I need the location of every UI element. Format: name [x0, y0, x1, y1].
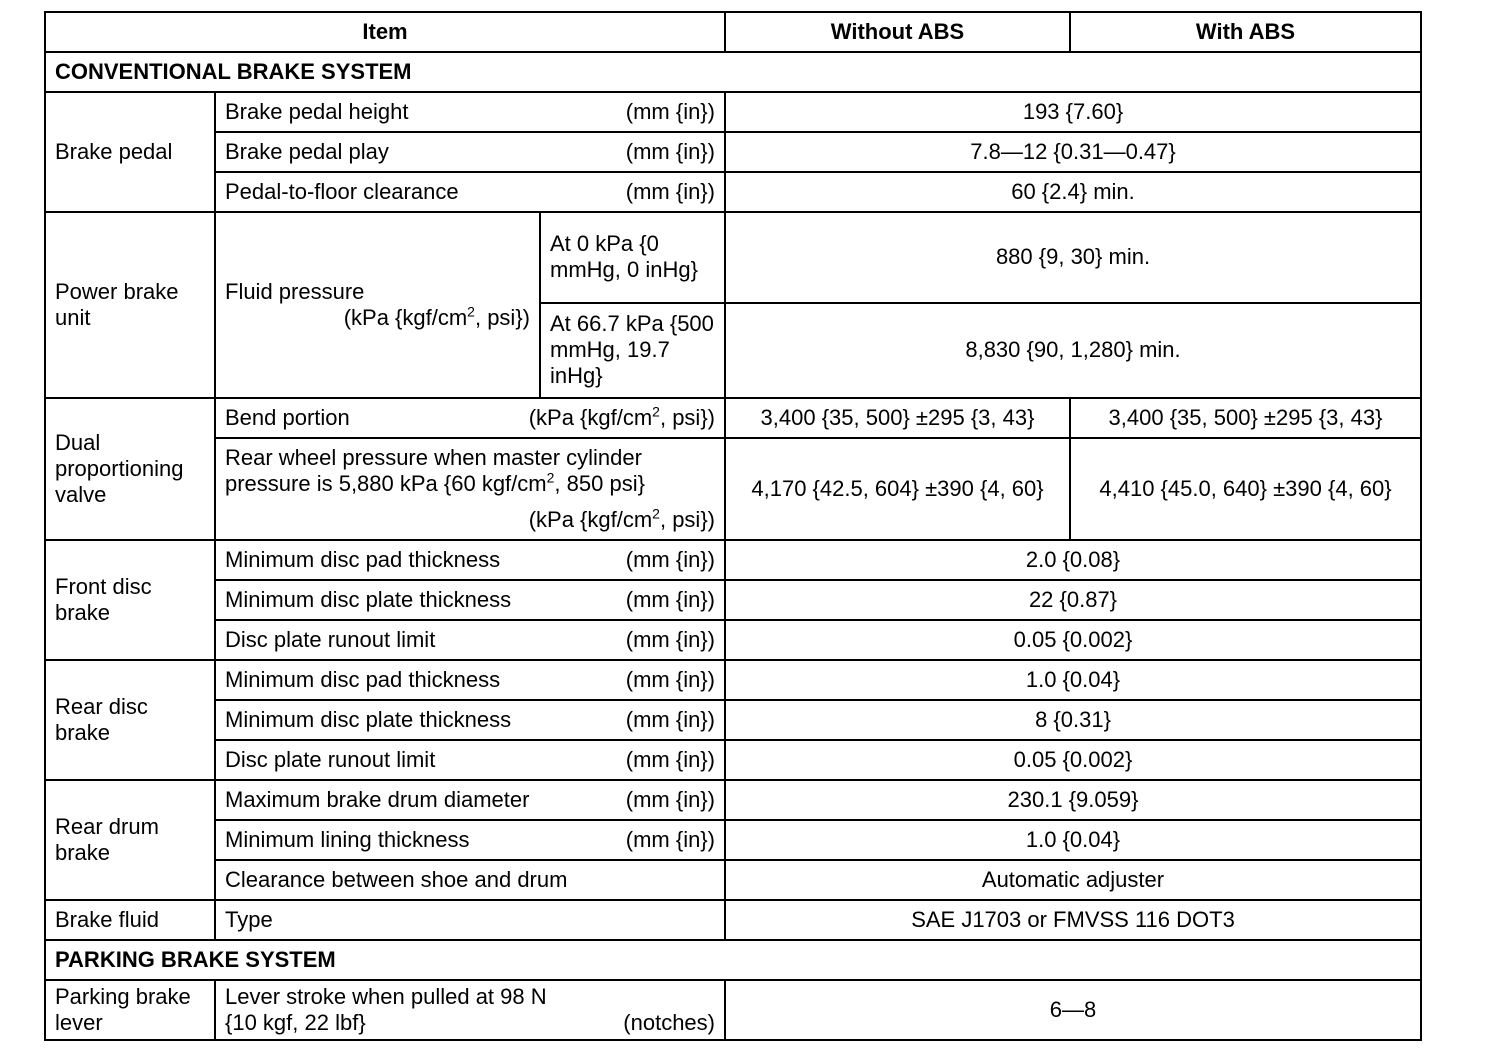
group-parking-brake-lever: Parking brake lever — [45, 980, 215, 1040]
table-row — [45, 780, 1421, 820]
table-row — [45, 980, 1421, 1040]
unit-label: (kPa {$kgf/cm^2$, psi}) — [528, 505, 715, 532]
item-label: Minimum lining thickness — [225, 827, 470, 852]
unit-label: (kPa {$kgf/cm^2$, psi}) — [528, 403, 715, 430]
unit-label: (notches) — [623, 1010, 715, 1035]
item-label: Type — [225, 907, 273, 932]
table-row — [45, 660, 1421, 700]
table-row — [45, 900, 1421, 940]
table-row — [45, 860, 1421, 900]
item-label: Pedal-to-floor clearance — [225, 179, 459, 204]
item-label: Bend portion — [225, 405, 350, 430]
table-row — [45, 580, 1421, 620]
item-label: Maximum brake drum diameter — [225, 787, 530, 812]
item-cell — [215, 398, 725, 438]
item-cell — [215, 780, 725, 820]
item-cell — [215, 740, 725, 780]
item-label: Rear wheel pressure when master cylinder pressure is 5,880 kPa {60 kgf/$cm^2$, 850 psi} — [225, 445, 645, 496]
unit-label: (mm {in}) — [625, 139, 715, 164]
item-cell — [215, 438, 725, 540]
item-label: Lever stroke when pulled at 98 N — [225, 984, 547, 1009]
group-brake-pedal: Brake pedal — [45, 92, 215, 212]
table-row — [45, 172, 1421, 212]
unit-label: (mm {in}) — [625, 667, 715, 692]
unit-label: (kPa {$kgf/cm^2$, psi}) — [343, 303, 530, 330]
spec-value: Automatic adjuster — [725, 860, 1421, 900]
item-cell — [215, 900, 725, 940]
table-row — [45, 540, 1421, 580]
section-conventional-brake-system: CONVENTIONAL BRAKE SYSTEM — [45, 52, 1421, 92]
item-label: Minimum disc pad thickness — [225, 667, 501, 692]
item-cell — [215, 660, 725, 700]
item-cell — [215, 860, 725, 900]
table-row — [45, 438, 1421, 540]
spec-value: 1.0 {0.04} — [725, 660, 1421, 700]
item-cell — [215, 620, 725, 660]
spec-value: 8,830 {90, 1,280} min. — [725, 303, 1421, 398]
spec-value: 1.0 {0.04} — [725, 820, 1421, 860]
item-label: Minimum disc plate thickness — [225, 707, 512, 732]
header-item: Item — [45, 12, 725, 52]
spec-value: 230.1 {9.059} — [725, 780, 1421, 820]
item-label: Brake pedal height — [225, 99, 409, 124]
group-dual-proportioning-valve: Dual proportioning valve — [45, 398, 215, 540]
spec-value: 0.05 {0.002} — [725, 740, 1421, 780]
unit-label: (mm {in}) — [625, 587, 715, 612]
item-cell — [215, 132, 725, 172]
group-power-brake-unit: Power brake unit — [45, 212, 215, 398]
condition-cell: At 66.7 kPa {500 mmHg, 19.7 inHg} — [540, 303, 725, 398]
group-brake-fluid: Brake fluid — [45, 900, 215, 940]
item-cell — [215, 820, 725, 860]
table-row — [45, 92, 1421, 132]
unit-label: (mm {in}) — [625, 179, 715, 204]
table-row — [45, 212, 1421, 303]
item-label-line2: {10 kgf, 22 lbf} (notches) — [225, 1010, 715, 1035]
spec-value: 6—8 — [725, 980, 1421, 1040]
spec-value: 22 {0.87} — [725, 580, 1421, 620]
spec-value-with-abs: 4,410 {45.0, 640} ±390 {4, 60} — [1070, 438, 1421, 540]
table-row — [45, 740, 1421, 780]
spec-value-without-abs: 3,400 {35, 500} ±295 {3, 43} — [725, 398, 1070, 438]
item-label: Disc plate runout limit — [225, 747, 436, 772]
group-rear-disc-brake: Rear disc brake — [45, 660, 215, 780]
header-with-abs: With ABS — [1070, 12, 1421, 52]
item-label: Disc plate runout limit — [225, 627, 436, 652]
group-front-disc-brake: Front disc brake — [45, 540, 215, 660]
table-row — [45, 132, 1421, 172]
item-cell — [215, 172, 725, 212]
item-cell — [215, 580, 725, 620]
unit-label: (mm {in}) — [625, 99, 715, 124]
item-cell — [215, 700, 725, 740]
spec-value: 7.8—12 {0.31—0.47} — [725, 132, 1421, 172]
item-cell — [215, 92, 725, 132]
header-without-abs: Without ABS — [725, 12, 1070, 52]
section-parking-brake-system: PARKING BRAKE SYSTEM — [45, 940, 1421, 980]
item-cell — [215, 980, 725, 1040]
item-label: Minimum disc plate thickness — [225, 587, 512, 612]
unit-label: (mm {in}) — [625, 547, 715, 572]
spec-value: 193 {7.60} — [725, 92, 1421, 132]
spec-value: 0.05 {0.002} — [725, 620, 1421, 660]
item-label: Fluid pressure — [225, 279, 365, 304]
unit-label: (mm {in}) — [625, 707, 715, 732]
group-rear-drum-brake: Rear drum brake — [45, 780, 215, 900]
table-row — [45, 620, 1421, 660]
item-cell — [215, 212, 540, 398]
item-label: Brake pedal play — [225, 139, 389, 164]
item-label: Clearance between shoe and drum — [225, 867, 568, 892]
brake-spec-table — [44, 11, 1422, 1041]
item-cell — [215, 540, 725, 580]
spec-value: 60 {2.4} min. — [725, 172, 1421, 212]
unit-label: (mm {in}) — [625, 787, 715, 812]
spec-value-with-abs: 3,400 {35, 500} ±295 {3, 43} — [1070, 398, 1421, 438]
spec-value-without-abs: 4,170 {42.5, 604} ±390 {4, 60} — [725, 438, 1070, 540]
unit-label: (mm {in}) — [625, 627, 715, 652]
table-row — [45, 700, 1421, 740]
unit-label: (mm {in}) — [625, 747, 715, 772]
spec-value: 880 {9, 30} min. — [725, 212, 1421, 303]
table-row — [45, 820, 1421, 860]
unit-label: (mm {in}) — [625, 827, 715, 852]
spec-value: 2.0 {0.08} — [725, 540, 1421, 580]
spec-value: 8 {0.31} — [725, 700, 1421, 740]
spec-value: SAE J1703 or FMVSS 116 DOT3 — [725, 900, 1421, 940]
item-label: Minimum disc pad thickness — [225, 547, 501, 572]
table-row — [45, 398, 1421, 438]
condition-cell: At 0 kPa {0 mmHg, 0 inHg} — [540, 212, 725, 303]
